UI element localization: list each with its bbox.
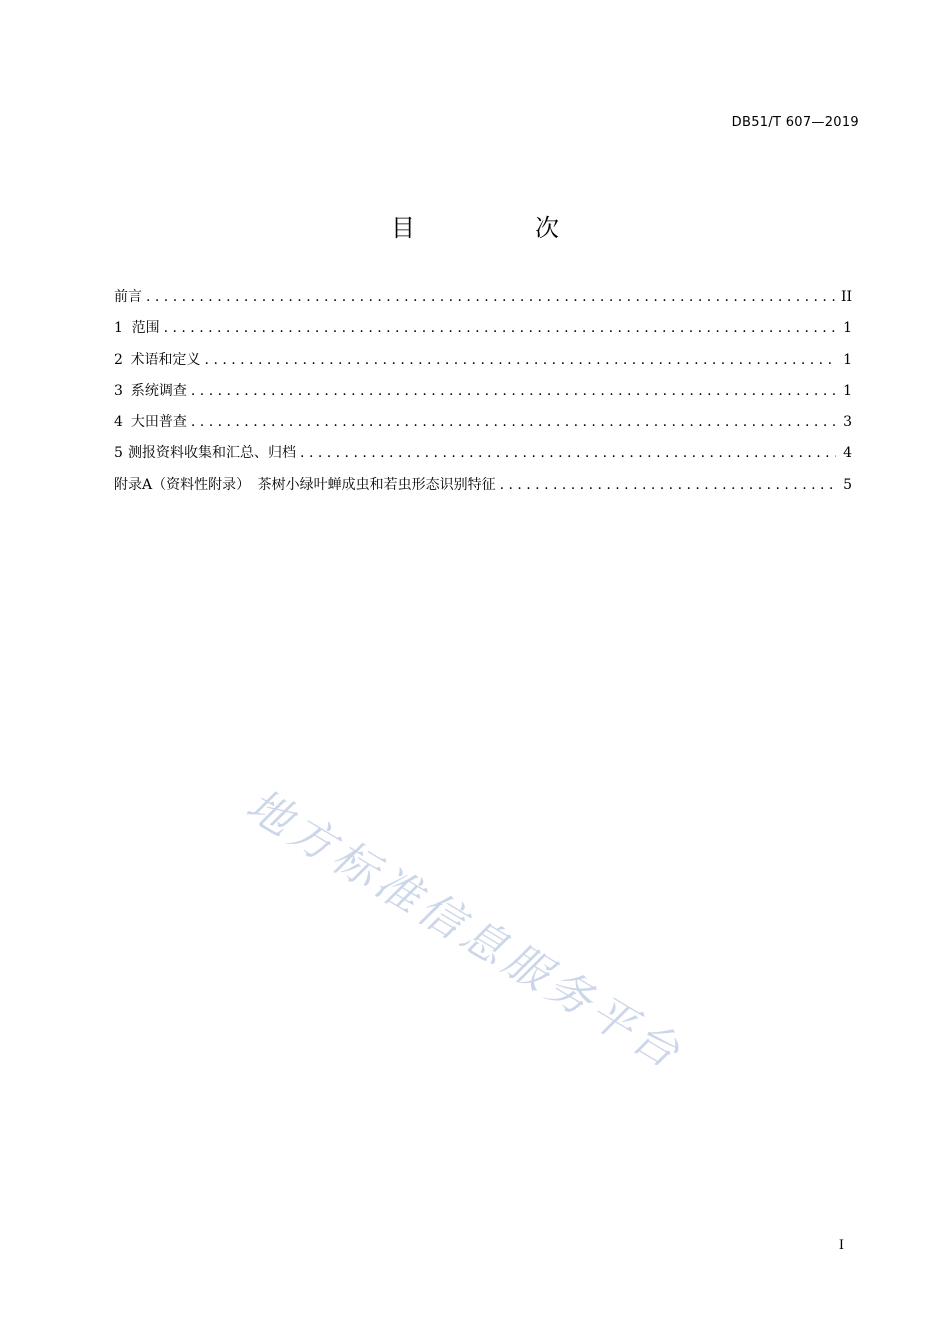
toc-entry-label: 测报资料收集和汇总、归档 [128,445,297,462]
toc-entry-label: 大田普查 [130,414,187,431]
toc-entry-label: 系统调查 [130,382,187,399]
toc-leader-dots [500,477,836,493]
table-of-contents [114,286,852,505]
toc-leader-dots [205,352,836,368]
toc-leader-dots [300,445,836,461]
toc-entry-label: 范围 [131,320,160,337]
toc-entry-page: 1 [843,351,852,368]
toc-entry-system-survey[interactable] [114,380,852,411]
toc-entry-scope[interactable] [114,317,852,348]
toc-entry-number: 2 [114,351,123,368]
toc-entry-number: 5 [114,445,123,462]
toc-entry-number: 1 [114,320,123,337]
toc-entry-annex-a[interactable] [114,474,852,505]
toc-entry-annex-title: 茶树小绿叶蝉成虫和若虫形态识别特征 [257,476,496,493]
toc-entry-field-census[interactable] [114,411,852,442]
toc-entry-page: 3 [843,414,852,431]
watermark: 地方标准信息服务平台 [237,779,693,1081]
toc-entry-page: 4 [843,445,852,462]
toc-entry-data-collection[interactable] [114,442,852,473]
toc-entry-page: 1 [843,320,852,337]
toc-entry-label: 附录A（资料性附录） [114,476,251,493]
toc-leader-dots [146,289,835,305]
toc-entry-label: 前言 [114,289,142,305]
toc-entry-number: 3 [114,382,123,399]
toc-entry-page: 5 [843,476,852,493]
toc-leader-dots [191,383,836,399]
toc-leader-dots [191,414,836,430]
document-code: DB51/T 607—2019 [731,115,859,130]
toc-entry-label: 术语和定义 [130,351,201,368]
toc-entry-number: 4 [114,414,123,431]
toc-title: 目 次 [391,214,607,242]
toc-leader-dots [164,320,836,336]
toc-entry-terms[interactable] [114,349,852,380]
toc-entry-page: II [840,289,852,305]
toc-entry-foreword[interactable] [114,286,852,317]
toc-entry-page: 1 [843,382,852,399]
page-number: I [838,1238,844,1253]
